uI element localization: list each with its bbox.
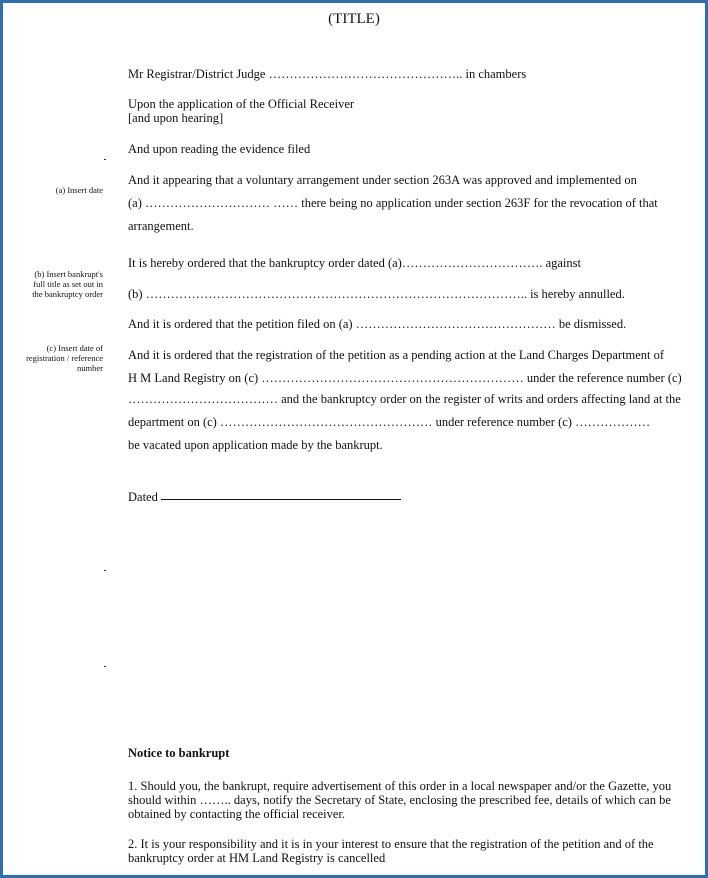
dated-label: Dated [128, 490, 158, 504]
margin-tick [104, 159, 106, 160]
notice-heading: Notice to bankrupt [128, 746, 230, 760]
margin-note-a: (a) Insert date [55, 185, 103, 195]
document-page [3, 3, 705, 875]
appearing-line-3: arrangement. [128, 219, 194, 233]
margin-note-c-line: (c) Insert date of [46, 343, 103, 353]
margin-note-b-line: the bankruptcy order [32, 289, 103, 299]
registration-line-2: H M Land Registry on (c) ……………………………………………………… under the reference number (c) [128, 371, 682, 385]
ordered-line-2: (b) ……………………………………………………………………………….. is hereby annulled. [128, 287, 625, 301]
margin-note-b-line: (b) Insert bankrupt's [34, 269, 103, 279]
margin-note-c [3, 343, 103, 373]
notice-item2-line: 2. It is your responsibility and it is in your interest to ensure that the registration of the petition and of the [128, 837, 654, 851]
registrar-line: Mr Registrar/District Judge ……………………………………….. in chambers [128, 67, 527, 81]
appearing-line-2: (a) ………………………… …… there being no application under section 263F for the revocation of that [128, 196, 658, 210]
ordered-line-1: It is hereby ordered that the bankruptcy order dated (a)……………………………. against [128, 256, 581, 270]
hearing-line: [and upon hearing] [128, 111, 224, 125]
registration-line-1: And it is ordered that the registration of the petition as a pending action at the Land Charges Department of [128, 348, 665, 362]
registration-line-3: ……………………………… and the bankruptcy order on the register of writs and orders affecting land at the [128, 392, 681, 406]
document-title: (TITLE) [328, 11, 380, 27]
margin-tick [104, 666, 106, 667]
margin-tick [104, 570, 106, 571]
reading-line: And upon reading the evidence filed [128, 142, 311, 156]
margin-note-b-line: full title as set out in [33, 279, 103, 289]
margin-note-c-line: registration / reference [26, 353, 103, 363]
notice-item2-line: bankruptcy order at HM Land Registry is cancelled [128, 851, 386, 865]
notice-item1-line: obtained by contacting the official receiver. [128, 807, 346, 821]
petition-line: And it is ordered that the petition filed on (a) ………………………………………… be dismissed. [128, 317, 627, 331]
application-line: Upon the application of the Official Receiver [128, 97, 355, 111]
margin-note-b [3, 269, 103, 299]
notice-item1-line: 1. Should you, the bankrupt, require advertisement of this order in a local newspaper and/or the Gazette, you [128, 779, 672, 793]
dated-signature-line [161, 499, 401, 500]
appearing-line-1: And it appearing that a voluntary arrangement under section 263A was approved and implemented on [128, 173, 637, 187]
registration-line-5: be vacated upon application made by the bankrupt. [128, 438, 383, 452]
notice-item1-line: should within …….. days, notify the Secretary of State, enclosing the prescribed fee, details of which can be [128, 793, 671, 807]
margin-note-c-line: number [77, 363, 103, 373]
registration-line-4: department on (c) …………………………………………… under reference number (c) ……………… [128, 415, 651, 429]
